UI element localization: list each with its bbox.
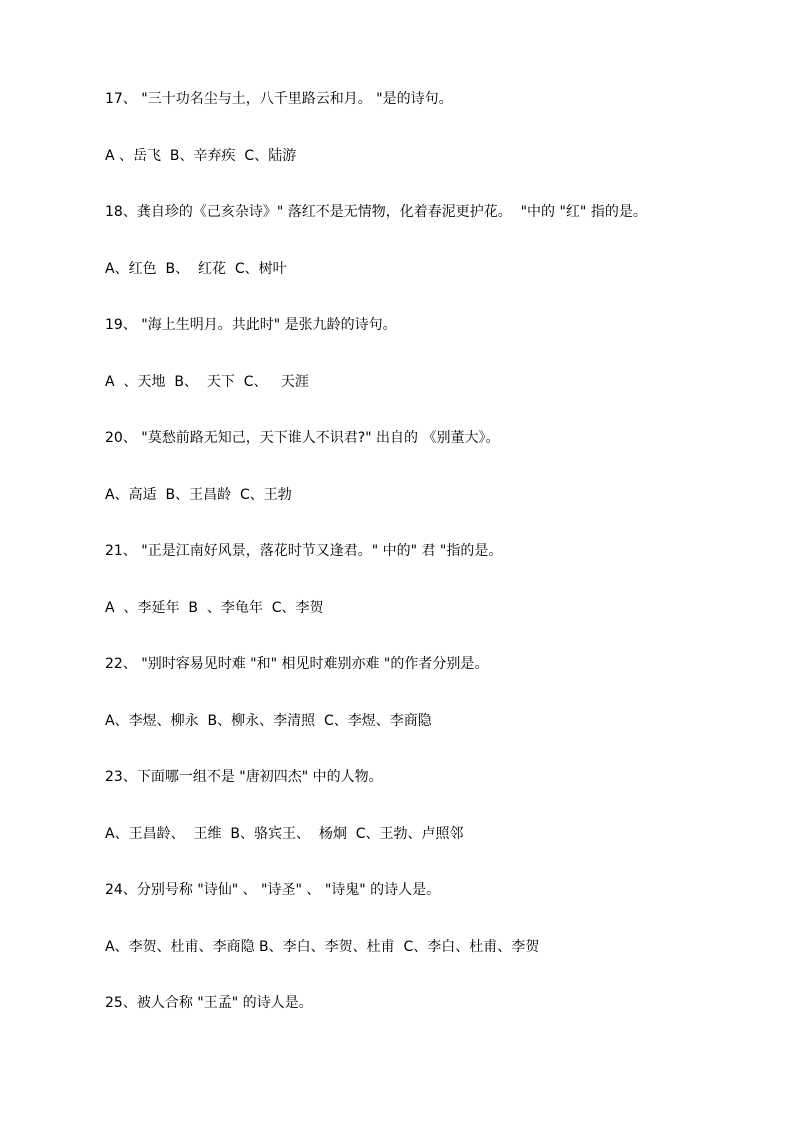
question-21-options: A 、李延年 B 、李龟年 C、李贺 — [105, 600, 324, 616]
question-21: 21、 "正是江南好风景，落花时节又逢君。" 中的" 君 "指的是。 — [105, 543, 503, 559]
question-25: 25、被人合称 "王孟" 的诗人是。 — [105, 995, 313, 1011]
question-19-options: A 、天地 B、 天下 C、 天涯 — [105, 374, 309, 390]
question-17: 17、 "三十功名尘与土，八千里路云和月。 "是的诗句。 — [105, 91, 453, 107]
question-23-options: A、王昌龄、 王维 B、骆宾王、 杨炯 C、王勃、卢照邻 — [105, 826, 464, 842]
question-22: 22、 "别时容易见时难 "和" 相见时难别亦难 "的作者分别是。 — [105, 656, 489, 672]
question-24: 24、分别号称 "诗仙" 、 "诗圣" 、 "诗鬼" 的诗人是。 — [105, 882, 441, 898]
question-20-options: A、高适 B、王昌龄 C、王勃 — [105, 487, 292, 503]
question-18: 18、龚自珍的《己亥杂诗》" 落红不是无情物，化着春泥更护花。 "中的 "红" 指的是。 — [105, 204, 647, 220]
question-17-options: A 、岳飞 B、辛弃疾 C、陆游 — [105, 148, 297, 164]
question-19: 19、 "海上生明月。共此时" 是张九龄的诗句。 — [105, 317, 397, 333]
question-23: 23、下面哪一组不是 "唐初四杰" 中的人物。 — [105, 769, 383, 785]
question-22-options: A、李煜、柳永 B、柳永、李清照 C、李煜、李商隐 — [105, 713, 432, 729]
question-18-options: A、红色 B、 红花 C、树叶 — [105, 261, 287, 277]
question-24-options: A、李贺、杜甫、李商隐 B、李白、李贺、杜甫 C、李白、杜甫、李贺 — [105, 939, 540, 955]
question-20: 20、 "莫愁前路无知己，天下谁人不识君?" 出自的 《别董大》。 — [105, 430, 500, 446]
